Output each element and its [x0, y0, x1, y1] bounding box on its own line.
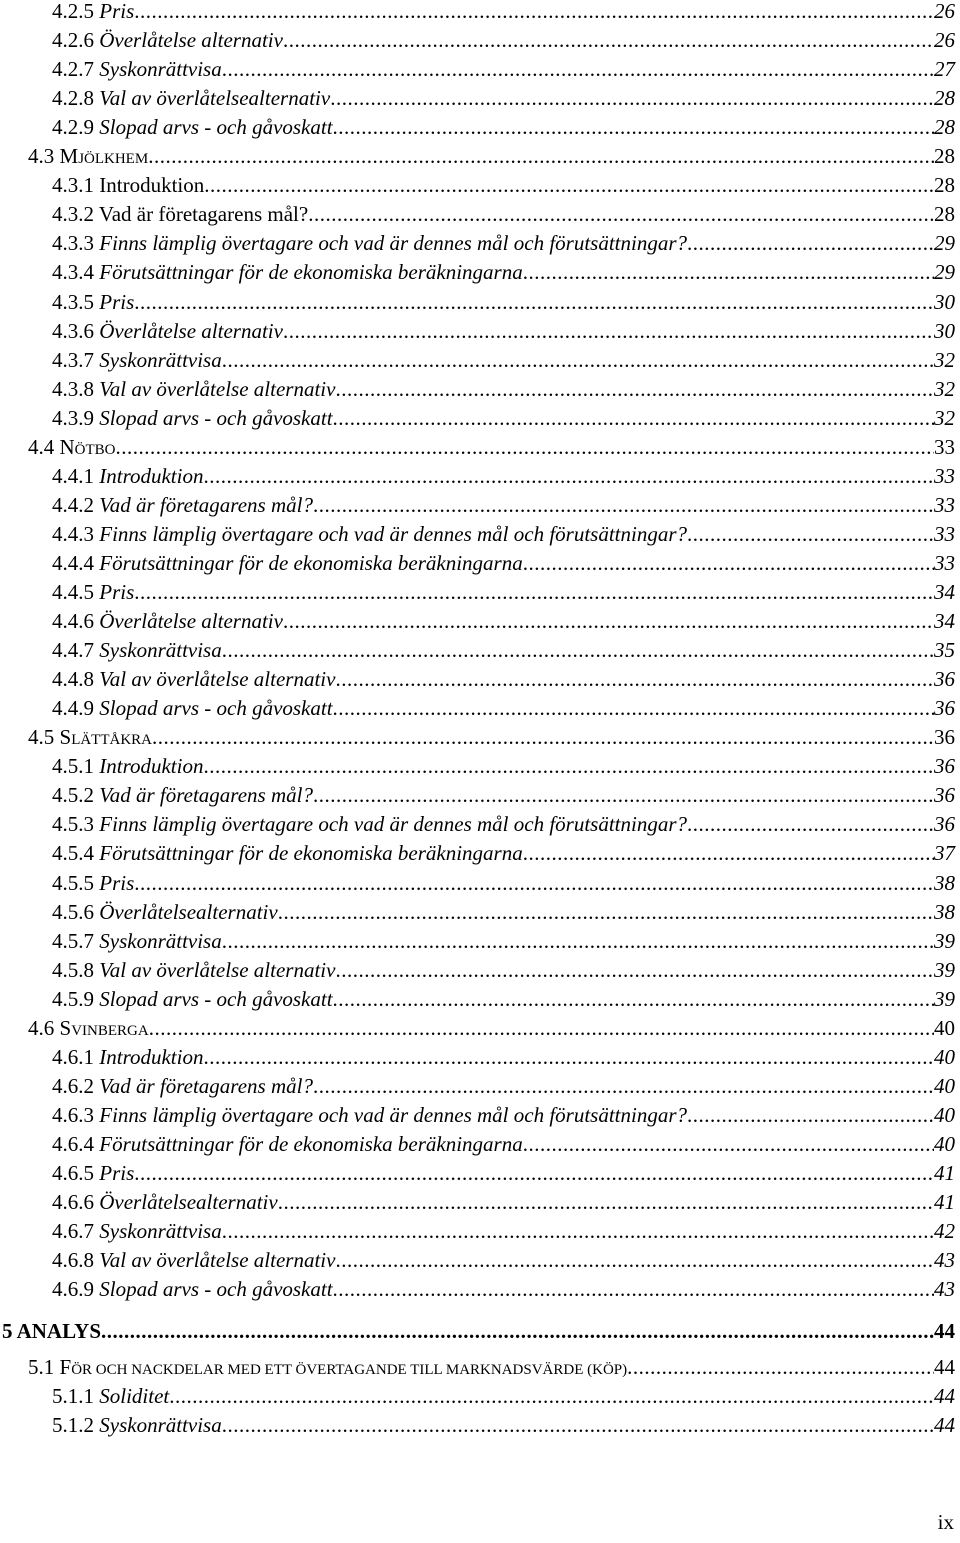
toc-entry-label — [52, 1382, 169, 1411]
toc-leader-dots — [169, 1382, 934, 1411]
toc-entry-label — [52, 0, 134, 26]
toc-entry-title: Introduktion — [99, 173, 205, 198]
toc-leader-dots — [313, 781, 934, 810]
toc-entry[interactable] — [52, 1072, 955, 1101]
toc-entry[interactable] — [2, 1317, 955, 1346]
toc-entry-label — [28, 433, 116, 465]
toc-entry-page: 40 — [934, 1102, 955, 1127]
toc-entry-page: 41 — [934, 1161, 955, 1185]
toc-entry-label — [52, 404, 333, 433]
toc-entry-number: 4.5.7 — [52, 928, 94, 953]
toc-entry-number: 4.3.4 — [52, 260, 94, 285]
toc-entry[interactable] — [28, 1353, 955, 1382]
toc-entry-number: 4.4.7 — [52, 638, 94, 663]
toc-entry-title: Pris — [99, 289, 135, 314]
toc-leader-dots — [313, 1072, 934, 1101]
toc-leader-dots — [203, 1043, 934, 1072]
toc-entry-page: 44 — [934, 1413, 955, 1438]
toc-entry[interactable] — [52, 462, 955, 491]
toc-entry-label — [52, 781, 313, 810]
toc-leader-dots — [330, 84, 934, 113]
toc-entry-title: Överlåtelsealternativ — [99, 1190, 278, 1215]
toc-entry-number: 4.5.3 — [52, 812, 94, 837]
toc-entry-number: 4.4.2 — [52, 492, 94, 517]
toc-entry-number: 4.3.2 — [52, 202, 94, 227]
toc-entry[interactable] — [52, 985, 955, 1014]
toc-entry[interactable] — [52, 317, 955, 346]
toc-entry-number: 5.1.2 — [52, 1413, 94, 1438]
toc-entry-number: 4.5.8 — [52, 957, 94, 982]
toc-entry-title: Syskonrättvisa — [99, 1219, 222, 1244]
toc-entry-title: Slopad arvs - och gåvoskatt — [99, 986, 333, 1011]
toc-entry-label — [52, 1159, 134, 1188]
toc-entry-title: Förutsättningar för de ekonomiska beräkningarna — [99, 550, 523, 575]
toc-entry-title: Finns lämplig övertagare och vad är dennes mål och förutsättningar? — [99, 231, 688, 256]
toc-entry-label — [52, 258, 523, 287]
toc-entry-page: 44 — [934, 1384, 955, 1409]
toc-entry[interactable] — [52, 636, 955, 665]
toc-entry-number: 4.3 — [28, 144, 55, 169]
toc-entry-number: 4.5.6 — [52, 899, 94, 924]
toc-entry-label — [52, 113, 333, 142]
toc-entry-page: 36 — [934, 812, 955, 837]
toc-leader-dots — [152, 723, 934, 752]
toc-entry-title: SVINBERGA — [59, 1015, 149, 1040]
toc-entry-page: 37 — [934, 841, 955, 866]
toc-entry-page: 28 — [934, 86, 955, 111]
toc-entry-number: 4.4.1 — [52, 463, 94, 488]
toc-leader-dots — [335, 665, 934, 694]
toc-entry-page: 26 — [934, 28, 955, 53]
toc-entry[interactable] — [52, 578, 955, 607]
toc-entry-number: 5.1 — [28, 1355, 55, 1380]
toc-entry[interactable] — [52, 375, 955, 404]
toc-entry[interactable] — [52, 258, 955, 287]
toc-leader-dots — [333, 985, 934, 1014]
toc-entry-page: 30 — [934, 289, 955, 314]
toc-entry[interactable] — [52, 927, 955, 956]
toc-entry-label — [52, 520, 687, 549]
toc-entry-number: 4.4.5 — [52, 580, 94, 604]
toc-entry-page: 36 — [934, 783, 955, 808]
toc-entry-label — [52, 578, 134, 607]
toc-entry-number: 4.2.7 — [52, 57, 94, 82]
toc-entry-label — [52, 694, 333, 723]
toc-leader-dots — [134, 288, 934, 317]
toc-entry-label — [52, 549, 523, 578]
toc-entry-page: 29 — [934, 231, 955, 256]
toc-entry-page: 39 — [934, 986, 955, 1011]
toc-entry-title: FÖR OCH NACKDELAR MED ETT ÖVERTAGANDE TILL MARKNADSVÄRDE (KÖP) — [59, 1355, 628, 1380]
toc-leader-dots — [278, 898, 934, 927]
toc-entry-label — [52, 1101, 687, 1130]
toc-entry-title: Förutsättningar för de ekonomiska beräkningarna — [99, 260, 523, 285]
toc-leader-dots — [203, 752, 934, 781]
toc-entry-page: 44 — [934, 1355, 955, 1380]
toc-entry-title: Överlåtelse alternativ — [99, 28, 283, 53]
toc-leader-dots — [687, 1101, 934, 1130]
toc-entry-label — [52, 288, 134, 317]
toc-entry[interactable] — [52, 404, 955, 433]
toc-entry-label — [52, 869, 134, 898]
toc-entry-number: 4.2.6 — [52, 28, 94, 53]
toc-entry[interactable] — [52, 520, 955, 549]
toc-entry-number: 4.4 — [28, 434, 55, 459]
toc-entry-title: Val av överlåtelse alternativ — [99, 376, 336, 401]
toc-entry-title: Val av överlåtelsealternativ — [99, 86, 331, 111]
toc-entry-number: 4.2.9 — [52, 115, 94, 140]
toc-entry-number: 5 — [2, 1319, 13, 1344]
toc-entry-number: 4.4.6 — [52, 609, 94, 634]
toc-entry-title: Vad är företagarens mål? — [99, 783, 313, 808]
toc-entry-label — [52, 956, 335, 985]
toc-entry-title: Förutsättningar för de ekonomiska beräkningarna — [99, 841, 523, 866]
toc-entry-title: Överlåtelse alternativ — [99, 609, 283, 634]
toc-entry-page: 33 — [934, 463, 955, 488]
toc-entry-number: 4.6.5 — [52, 1161, 94, 1185]
toc-entry[interactable] — [52, 694, 955, 723]
toc-entry-page: 36 — [934, 667, 955, 692]
toc-entry-label — [52, 1246, 335, 1275]
toc-entry[interactable] — [52, 752, 955, 781]
toc-entry[interactable] — [52, 200, 955, 229]
toc-entry-title: Slopad arvs - och gåvoskatt — [99, 405, 333, 430]
toc-entry-number: 4.6.4 — [52, 1131, 94, 1156]
toc-entry-label — [52, 1072, 313, 1101]
toc-entry-number: 4.6.1 — [52, 1044, 94, 1069]
toc-entry-label — [52, 346, 222, 375]
toc-leader-dots — [149, 1014, 934, 1043]
toc-entry-page: 38 — [934, 899, 955, 924]
toc-leader-dots — [335, 956, 934, 985]
toc-entry-title: Vad är företagarens mål? — [99, 1073, 313, 1098]
toc-entry-title: Slopad arvs - och gåvoskatt — [99, 1277, 333, 1302]
toc-entry[interactable] — [52, 1188, 955, 1217]
toc-entry[interactable] — [52, 171, 955, 200]
toc-entry-number: 4.3.3 — [52, 231, 94, 256]
toc-leader-dots — [627, 1353, 934, 1382]
toc-entry-label — [52, 200, 308, 229]
toc-entry-number: 4.5.4 — [52, 841, 94, 866]
toc-entry-page: 32 — [934, 347, 955, 372]
toc-entry[interactable] — [52, 491, 955, 520]
toc-entry-page: 33 — [934, 434, 955, 459]
toc-leader-dots — [203, 462, 934, 491]
toc-entry-title: Introduktion — [99, 1044, 204, 1069]
toc-entry[interactable] — [52, 113, 955, 142]
toc-entry-label — [52, 462, 203, 491]
toc-entry-number: 4.4.9 — [52, 696, 94, 721]
toc-entry-page: 41 — [934, 1190, 955, 1215]
toc-leader-dots — [283, 317, 934, 346]
toc-entry[interactable] — [52, 956, 955, 985]
toc-leader-dots — [148, 142, 934, 171]
toc-entry-page: 34 — [934, 580, 955, 604]
toc-leader-dots — [523, 839, 934, 868]
toc-entry-number: 4.4.8 — [52, 667, 94, 692]
toc-entry-page: 40 — [934, 1131, 955, 1156]
toc-entry-page: 40 — [934, 1073, 955, 1098]
toc-entry-number: 4.3.5 — [52, 289, 94, 314]
toc-entry[interactable] — [52, 1217, 955, 1246]
toc-entry-page: 26 — [934, 0, 955, 23]
toc-entry-title: Soliditet — [99, 1384, 170, 1409]
toc-entry-label — [52, 1275, 333, 1304]
toc-entry-page: 33 — [934, 521, 955, 546]
toc-entry[interactable] — [52, 346, 955, 375]
toc-entry-page: 33 — [934, 550, 955, 575]
toc-entry-page: 36 — [934, 696, 955, 721]
toc-entry-number: 4.4.3 — [52, 521, 94, 546]
toc-entry-page: 39 — [934, 928, 955, 953]
toc-entry-title: Syskonrättvisa — [99, 928, 222, 953]
toc-entry-number: 4.3.1 — [52, 173, 94, 198]
toc-entry-title: Finns lämplig övertagare och vad är dennes mål och förutsättningar? — [99, 812, 688, 837]
toc-entry[interactable] — [28, 433, 955, 462]
toc-entry-title: Syskonrättvisa — [99, 347, 222, 372]
toc-entry-label — [52, 839, 523, 868]
toc-entry-label — [52, 1217, 222, 1246]
toc-leader-dots — [134, 578, 934, 607]
toc-entry[interactable] — [52, 1101, 955, 1130]
toc-entry-page: 36 — [934, 754, 955, 779]
toc-leader-dots — [333, 1275, 934, 1304]
toc-entry[interactable] — [52, 1130, 955, 1159]
toc-entry[interactable] — [52, 1275, 955, 1304]
toc-leader-dots — [335, 1246, 934, 1275]
toc-leader-dots — [222, 1411, 934, 1440]
toc-entry[interactable] — [52, 0, 955, 26]
toc-entry[interactable] — [52, 781, 955, 810]
toc-leader-dots — [333, 113, 934, 142]
toc-entry-label — [52, 636, 222, 665]
toc-leader-dots — [283, 26, 934, 55]
toc-entry-title: Syskonrättvisa — [99, 638, 222, 663]
toc-entry-label — [2, 1317, 101, 1346]
toc-entry[interactable] — [52, 1159, 955, 1188]
toc-entry-page: 28 — [934, 202, 955, 227]
toc-entry[interactable] — [52, 869, 955, 898]
toc-entry-title: Överlåtelse alternativ — [99, 318, 283, 343]
toc-entry[interactable] — [52, 607, 955, 636]
toc-entry-title: Finns lämplig övertagare och vad är dennes mål och förutsättningar? — [99, 1102, 688, 1127]
toc-leader-dots — [134, 869, 934, 898]
toc-entry[interactable] — [52, 549, 955, 578]
toc-entry-page: 43 — [934, 1248, 955, 1273]
toc-entry-title: Förutsättningar för de ekonomiska beräkningarna — [99, 1131, 523, 1156]
toc-entry-title: Pris — [99, 580, 135, 604]
toc-entry-page: 28 — [934, 115, 955, 140]
toc-leader-dots — [687, 810, 934, 839]
toc-entry[interactable] — [52, 55, 955, 84]
page-number: ix — [937, 1510, 954, 1534]
toc-entry-label — [52, 1130, 523, 1159]
toc-entry-page: 42 — [934, 1219, 955, 1244]
toc-entry-title: Val av överlåtelse alternativ — [99, 667, 336, 692]
toc-entry[interactable] — [52, 810, 955, 839]
toc-entry-title: Pris — [99, 1161, 135, 1185]
toc-entry-number: 4.6.7 — [52, 1219, 94, 1244]
toc-entry-page: 44 — [934, 1319, 955, 1344]
toc-leader-dots — [222, 346, 934, 375]
toc-entry-title: Vad är företagarens mål? — [99, 492, 313, 517]
toc-entry-page: 29 — [934, 260, 955, 285]
toc-entry-page: 43 — [934, 1277, 955, 1302]
toc-leader-dots — [134, 0, 934, 26]
toc-entry-title: MJÖLKHEM — [59, 144, 149, 169]
toc-entry-number: 4.3.9 — [52, 405, 94, 430]
toc-leader-dots — [333, 404, 934, 433]
toc-entry[interactable] — [52, 1246, 955, 1275]
toc-entry-title: Introduktion — [99, 754, 204, 779]
toc-leader-dots — [523, 258, 934, 287]
toc-entry[interactable] — [28, 723, 955, 752]
toc-leader-dots — [222, 927, 934, 956]
toc-entry-number: 4.5.2 — [52, 783, 94, 808]
toc-leader-dots — [116, 433, 934, 462]
toc-entry-label — [52, 752, 203, 781]
toc-entry[interactable] — [52, 1382, 955, 1411]
toc-entry-title: ANALYS — [16, 1319, 102, 1344]
toc-leader-dots — [687, 520, 934, 549]
toc-entry[interactable] — [52, 1043, 955, 1072]
toc-leader-dots — [335, 375, 934, 404]
toc-entry-number: 4.5 — [28, 725, 55, 750]
toc-entry-label — [52, 665, 335, 694]
toc-entry-label — [52, 317, 283, 346]
toc-entry-title: Syskonrättvisa — [99, 1413, 222, 1438]
toc-entry-label — [28, 142, 148, 174]
toc-entry-label — [52, 810, 687, 839]
toc-entry-page: 32 — [934, 376, 955, 401]
toc-entry-number: 4.6.8 — [52, 1248, 94, 1273]
toc-leader-dots — [283, 607, 934, 636]
toc-entry-title: Pris — [99, 870, 135, 895]
toc-leader-dots — [308, 200, 934, 229]
toc-entry-number: 4.6.2 — [52, 1073, 94, 1098]
toc-entry-number: 5.1.1 — [52, 1384, 94, 1409]
toc-entry-number: 4.2.8 — [52, 86, 94, 111]
toc-entry-page: 36 — [934, 725, 955, 750]
toc-entry-label — [52, 1043, 203, 1072]
toc-entry-page: 35 — [934, 638, 955, 663]
toc-entry-label — [52, 898, 278, 927]
toc-leader-dots — [687, 229, 934, 258]
toc-entry-label — [28, 1353, 627, 1385]
toc-entry-label — [52, 1411, 222, 1440]
toc-entry-number: 4.3.8 — [52, 376, 94, 401]
toc-entry-label — [28, 723, 152, 755]
toc-entry-title: Slopad arvs - och gåvoskatt — [99, 115, 333, 140]
toc-entry-label — [52, 171, 204, 200]
toc-entry[interactable] — [52, 229, 955, 258]
toc-entry-number: 4.6 — [28, 1015, 55, 1040]
toc-entry[interactable] — [28, 1014, 955, 1043]
toc-leader-dots — [313, 491, 934, 520]
toc-entry[interactable] — [52, 84, 955, 113]
toc-entry-label — [52, 55, 222, 84]
toc-leader-dots — [523, 549, 934, 578]
toc-entry-page: 40 — [934, 1044, 955, 1069]
toc-entry-number: 4.2.5 — [52, 0, 94, 23]
toc-entry-number: 4.3.7 — [52, 347, 94, 372]
toc-entry-number: 4.6.9 — [52, 1277, 94, 1302]
toc-entry-number: 4.4.4 — [52, 550, 94, 575]
toc-entry[interactable] — [52, 288, 955, 317]
toc-entry-title: Syskonrättvisa — [99, 57, 222, 82]
toc-entry-page: 28 — [934, 173, 955, 198]
toc-entry-number: 4.6.3 — [52, 1102, 94, 1127]
toc-entry-page: 38 — [934, 870, 955, 895]
toc-entry-number: 4.5.1 — [52, 754, 94, 779]
toc-leader-dots — [101, 1317, 934, 1346]
toc-entry-label — [52, 375, 335, 404]
toc-entry-title: Introduktion — [99, 463, 204, 488]
toc-leader-dots — [204, 171, 934, 200]
toc-entry-page: 40 — [934, 1015, 955, 1040]
toc-entry-title: Slopad arvs - och gåvoskatt — [99, 696, 333, 721]
toc-entry-page: 32 — [934, 405, 955, 430]
toc-entry-page: 33 — [934, 492, 955, 517]
toc-entry-page: 39 — [934, 957, 955, 982]
toc-entry-label — [52, 26, 283, 55]
toc-entry-title: Val av överlåtelse alternativ — [99, 957, 336, 982]
toc-entry-title: Pris — [99, 0, 135, 23]
toc-leader-dots — [134, 1159, 934, 1188]
toc-entry-label — [28, 1014, 149, 1046]
toc-entry-label — [52, 927, 222, 956]
toc-leader-dots — [278, 1188, 934, 1217]
toc-entry[interactable] — [52, 898, 955, 927]
toc-entry-page: 27 — [934, 57, 955, 82]
toc-entry-title: NÖTBO — [59, 434, 116, 459]
toc-entry[interactable] — [52, 839, 955, 868]
toc-leader-dots — [523, 1130, 934, 1159]
toc-entry-page: 28 — [934, 144, 955, 169]
toc-entry[interactable] — [28, 142, 955, 171]
toc-entry-label — [52, 491, 313, 520]
toc-entry-page: 34 — [934, 609, 955, 634]
toc-entry-title: Finns lämplig övertagare och vad är dennes mål och förutsättningar? — [99, 521, 688, 546]
toc-entry-title: SLÄTTÅKRA — [59, 725, 153, 750]
toc-entry-label — [52, 84, 330, 113]
toc-entry-number: 4.5.9 — [52, 986, 94, 1011]
toc-entry-number: 4.3.6 — [52, 318, 94, 343]
toc-entry-number: 4.5.5 — [52, 870, 94, 895]
toc-entry[interactable] — [52, 1411, 955, 1440]
toc-leader-dots — [333, 694, 934, 723]
toc-entry-number: 4.6.6 — [52, 1190, 94, 1215]
toc-entry-label — [52, 229, 687, 258]
toc-entry[interactable] — [52, 665, 955, 694]
toc-entry-title: Vad är företagarens mål? — [98, 202, 309, 227]
toc-entry[interactable] — [52, 26, 955, 55]
toc-leader-dots — [222, 1217, 934, 1246]
toc-leader-dots — [222, 55, 934, 84]
toc-entry-label — [52, 1188, 278, 1217]
toc-entry-label — [52, 985, 333, 1014]
toc-entry-page: 30 — [934, 318, 955, 343]
toc-entry-label — [52, 607, 283, 636]
toc-entry-title: Val av överlåtelse alternativ — [99, 1248, 336, 1273]
toc-leader-dots — [222, 636, 934, 665]
toc-entry-title: Överlåtelsealternativ — [99, 899, 278, 924]
